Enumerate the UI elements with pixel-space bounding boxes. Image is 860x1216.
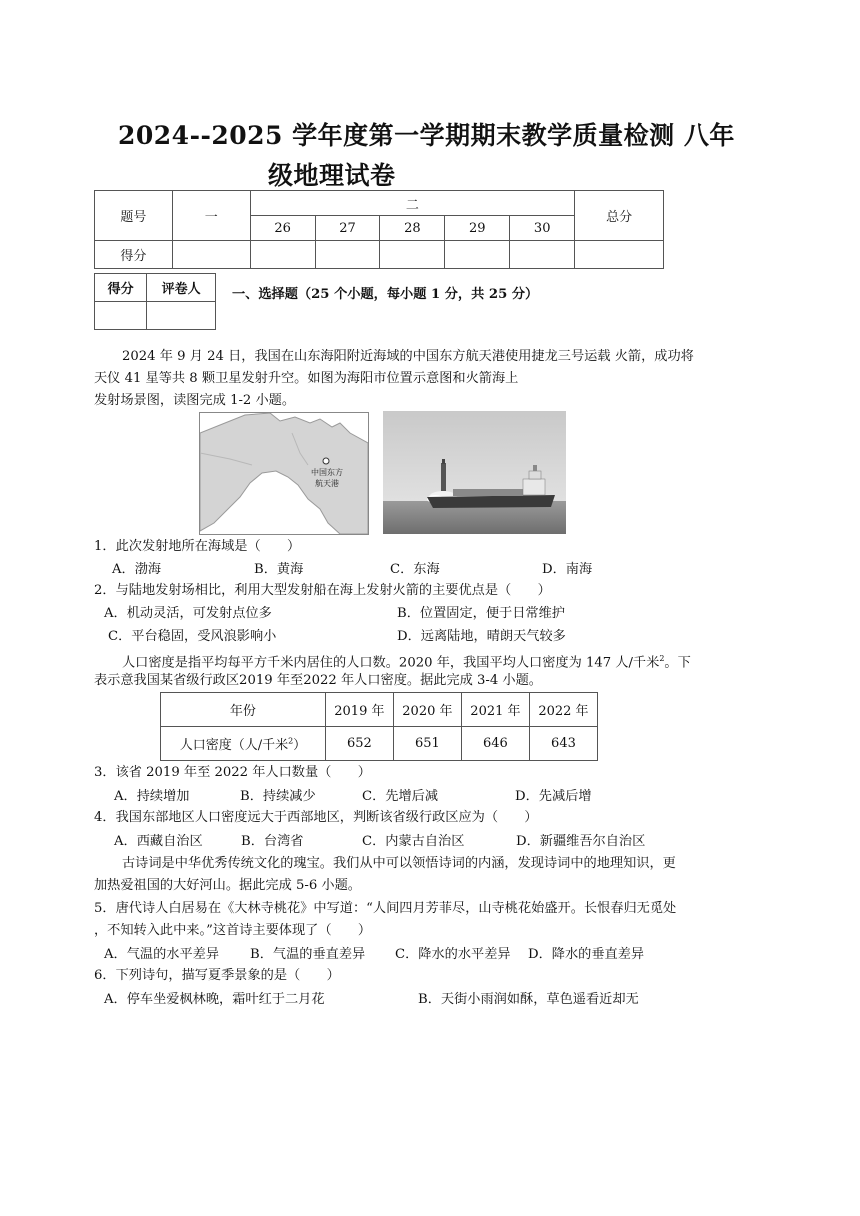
q3-option-c: C．先增后减 <box>362 789 439 804</box>
q5-option-b: B．气温的垂直差异 <box>250 947 366 962</box>
haiyang-location-map <box>199 412 369 535</box>
page-title-line2: 级地理试卷 <box>268 161 396 190</box>
q5-stem-line2: ，不知转入此中来。”这首诗主要体现了（ ） <box>94 923 372 938</box>
density-row-label-sup: 2 <box>288 736 294 746</box>
passage3-line2: 加热爱祖国的大好河山。据此完成 5-6 小题。 <box>94 878 361 893</box>
density-row-label-end: ） <box>293 738 307 753</box>
photo-graphic <box>383 411 566 534</box>
score-label-tihao: 题号 <box>95 191 173 241</box>
score-cell <box>380 241 445 269</box>
density-header-year: 年份 <box>161 693 326 727</box>
rocket-launch-photo <box>383 411 566 534</box>
q3-option-d: D．先减后增 <box>515 789 592 804</box>
grader-table <box>94 273 216 330</box>
q1-options <box>0 558 860 580</box>
passage3-line1: 古诗词是中华优秀传统文化的瑰宝。我们从中可以领悟诗词的内涵，发现诗词中的地理知识，更 <box>122 856 676 871</box>
score-cell <box>250 241 315 269</box>
score-total: 总分 <box>575 191 664 241</box>
map-label-line2: 航天港 <box>315 479 339 488</box>
density-header: 2022 年 <box>529 693 597 727</box>
q1-option-a: A．渤海 <box>112 562 162 577</box>
q2-option-d: D．远离陆地，晴朗天气较多 <box>397 629 566 644</box>
q4-option-c: C．内蒙古自治区 <box>362 834 465 849</box>
density-value: 651 <box>393 727 461 761</box>
q3-option-a: A．持续增加 <box>114 789 190 804</box>
section1-heading: 一、选择题（25 个小题，每小题 1 分，共 25 分） <box>232 287 539 302</box>
q2-stem: 2．与陆地发射场相比，利用大型发射船在海上发射火箭的主要优点是（ ） <box>94 583 551 598</box>
q5-option-c: C．降水的水平差异 <box>395 947 511 962</box>
q4-option-a: A．西藏自治区 <box>114 834 203 849</box>
density-header: 2019 年 <box>325 693 393 727</box>
score-cell <box>172 241 250 269</box>
q4-options <box>0 830 860 852</box>
density-table <box>160 692 598 761</box>
passage1-line2: 天仪 41 星等共 8 颗卫星发射升空。如图为海阳市位置示意图和火箭海上 <box>94 371 519 386</box>
grader-defen: 得分 <box>95 274 147 302</box>
q3-options <box>0 785 860 807</box>
q2-option-b: B．位置固定，便于日常维护 <box>397 606 565 621</box>
q1-stem: 1．此次发射地所在海域是（ ） <box>94 539 301 554</box>
page-title-line1: 2024--2025 学年度第一学期期末教学质量检测 八年 <box>118 121 735 150</box>
score-cell <box>575 241 664 269</box>
score-num: 26 <box>250 216 315 241</box>
score-cell <box>445 241 510 269</box>
grader-cell <box>95 302 147 330</box>
passage1-line3: 发射场景图，读图完成 1-2 小题。 <box>94 393 296 408</box>
score-num: 27 <box>315 216 380 241</box>
score-cell <box>315 241 380 269</box>
passage1-line1: 2024 年 9 月 24 日，我国在山东海阳附近海域的中国东方航天港使用捷龙三号运载 火箭，成功将 <box>122 349 694 364</box>
q6-option-b: B．天街小雨润如酥，草色遥看近却无 <box>418 992 639 1007</box>
q6-option-a: A．停车坐爱枫林晚，霜叶红于二月花 <box>104 992 325 1007</box>
score-num: 30 <box>510 216 575 241</box>
grader-cell <box>147 302 216 330</box>
q3-option-b: B．持续减少 <box>240 789 316 804</box>
q3-stem: 3．该省 2019 年至 2022 年人口数量（ ） <box>94 765 371 780</box>
map-graphic <box>200 413 368 534</box>
q5-options <box>0 943 860 965</box>
score-num: 29 <box>445 216 510 241</box>
density-value: 643 <box>529 727 597 761</box>
density-value: 652 <box>325 727 393 761</box>
q4-option-d: D．新疆维吾尔自治区 <box>516 834 646 849</box>
score-table <box>94 190 664 269</box>
density-row-label-text: 人口密度（人/千米 <box>179 738 289 753</box>
q1-option-c: C．东海 <box>390 562 440 577</box>
density-row-label <box>161 727 326 761</box>
q2-option-a: A．机动灵活，可发射点位多 <box>104 606 272 621</box>
score-section2: 二 <box>250 191 574 216</box>
q5-option-a: A．气温的水平差异 <box>104 947 220 962</box>
passage2-line1b: 。下 <box>664 655 691 671</box>
grader-pingjuanren: 评卷人 <box>147 274 216 302</box>
map-label-line1: 中国东方 <box>311 468 343 477</box>
density-value: 646 <box>461 727 529 761</box>
q1-option-b: B．黄海 <box>254 562 304 577</box>
score-cell <box>510 241 575 269</box>
score-num: 28 <box>380 216 445 241</box>
q2-option-c: C．平台稳固，受风浪影响小 <box>108 629 277 644</box>
score-label-defen: 得分 <box>95 241 173 269</box>
q5-stem-line1: 5．唐代诗人白居易在《大林寺桃花》中写道：“人间四月芳菲尽，山寺桃花始盛开。长恨春归无觅处 <box>94 901 677 916</box>
q6-options <box>0 988 860 1010</box>
density-header: 2021 年 <box>461 693 529 727</box>
q1-option-d: D．南海 <box>542 562 593 577</box>
passage2-sup: 2 <box>659 654 665 663</box>
passage2-line2: 表示意我国某省级行政区2019 年至2022 年人口密度。据此完成 3-4 小题。 <box>94 673 542 688</box>
passage2-line1a: 人口密度是指平均每平方千米内居住的人口数。2020 年，我国平均人口密度为 147 人/千米 <box>122 655 660 671</box>
q5-option-d: D．降水的垂直差异 <box>528 947 645 962</box>
q2-options-ab <box>0 602 860 624</box>
density-header: 2020 年 <box>393 693 461 727</box>
q4-option-b: B．台湾省 <box>241 834 304 849</box>
q2-options-cd <box>0 625 860 647</box>
q4-stem: 4．我国东部地区人口密度远大于西部地区，判断该省级行政区应为（ ） <box>94 810 538 825</box>
q6-stem: 6．下列诗句，描写夏季景象的是（ ） <box>94 968 340 983</box>
score-section1: 一 <box>172 191 250 241</box>
